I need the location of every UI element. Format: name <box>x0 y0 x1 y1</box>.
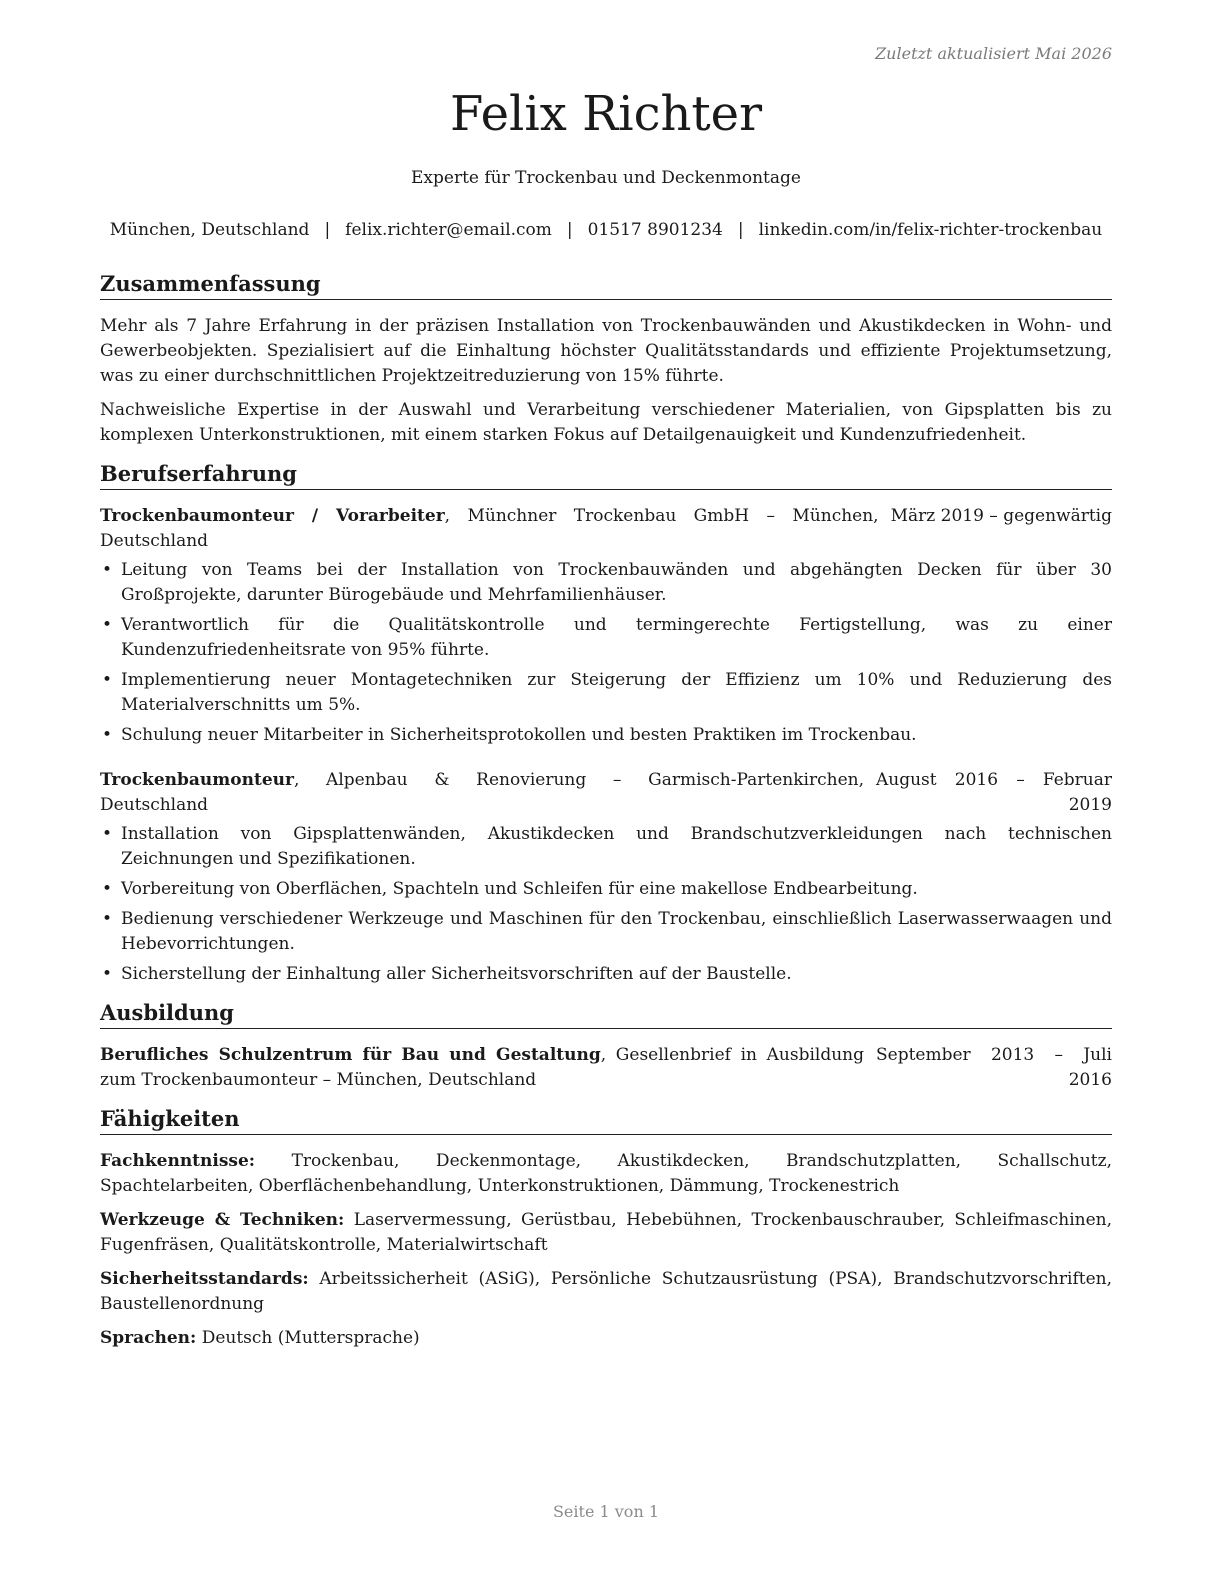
education-dates: September 2013 – Juli 2016 <box>876 1045 1112 1090</box>
summary-paragraph: Mehr als 7 Jahre Erfahrung in der präzisen Installation von Trockenbauwänden und Akustikdecken in Wohn- und Gewerbeobjekten. Spezialisiert auf die Einhaltung höchster Qualitätsstandards und effiziente Projektumsetzung, was zu einer durchschnittlichen Projektzeitreduzierung von 15% führte. <box>100 316 1112 386</box>
contact-location: München, Deutschland <box>109 220 310 240</box>
contact-line <box>100 220 1112 240</box>
job-bullets <box>100 822 1112 987</box>
job-employer: , Münchner Trockenbau GmbH – München, Deutschland <box>100 506 879 551</box>
contact-phone[interactable]: 01517 8901234 <box>587 220 723 240</box>
section-heading-experience: Berufserfahrung <box>100 460 1112 490</box>
job-employer: , Alpenbau & Renovierung – Garmisch-Partenkirchen, Deutschland <box>100 770 864 815</box>
job-title: Trockenbaumonteur <box>100 770 294 790</box>
skill-text: Laservermessung, Gerüstbau, Hebebühnen, Trockenbauschrauber, Schleifmaschinen, Fugenfräsen, Qualitätskontrolle, Materialwirtschaft <box>100 1210 1113 1255</box>
contact-separator: | <box>324 220 331 240</box>
candidate-tagline: Experte für Trockenbau und Deckenmontage <box>411 168 801 188</box>
contact-separator: | <box>737 220 744 240</box>
job-header <box>100 504 1112 554</box>
list-item: • Vorbereitung von Oberflächen, Spachteln und Schleifen für eine makellose Endbearbeitung. <box>100 877 1112 902</box>
education-entry <box>100 1043 1112 1093</box>
skill-label: Sicherheitsstandards: <box>100 1269 309 1289</box>
section-heading-summary: Zusammenfassung <box>100 270 1112 300</box>
skill-row <box>100 1267 1112 1317</box>
contact-separator: | <box>566 220 573 240</box>
list-item: • Bedienung verschiedener Werkzeuge und Maschinen für den Trockenbau, einschließlich Laserwasserwaagen und Hebevorrichtungen. <box>100 907 1112 957</box>
list-item: • Installation von Gipsplattenwänden, Akustikdecken und Brandschutzverkleidungen nach technischen Zeichnungen und Spezifikationen. <box>100 822 1112 872</box>
contact-email[interactable]: felix.richter@email.com <box>345 220 552 240</box>
job-dates: März 2019 – gegenwärtig <box>890 506 1112 526</box>
job-entry <box>100 504 1112 748</box>
skill-label: Sprachen: <box>100 1328 197 1348</box>
list-item: • Leitung von Teams bei der Installation von Trockenbauwänden und abgehängten Decken für über 30 Großprojekte, darunter Bürogebäude und Mehrfamilienhäuser. <box>100 558 1112 608</box>
contact-linkedin[interactable]: linkedin.com/in/felix-richter-trockenbau <box>758 220 1103 240</box>
list-item: • Sicherstellung der Einhaltung aller Sicherheitsvorschriften auf der Baustelle. <box>100 962 1112 987</box>
skills-section <box>100 1105 1112 1351</box>
summary-section <box>100 270 1112 448</box>
resume-page <box>100 0 1112 1584</box>
list-item: • Implementierung neuer Montagetechniken zur Steigerung der Effizienz um 10% und Reduzierung des Materialverschnitts um 5%. <box>100 668 1112 718</box>
skill-text: Deutsch (Muttersprache) <box>196 1328 420 1348</box>
job-header <box>100 768 1112 818</box>
resume-content <box>100 270 1112 1363</box>
page-number: Seite 1 von 1 <box>552 1502 660 1521</box>
list-item: • Schulung neuer Mitarbeiter in Sicherheitsprotokollen und besten Praktiken im Trockenbau. <box>100 723 1112 748</box>
skill-row <box>100 1149 1112 1199</box>
experience-section <box>100 460 1112 987</box>
education-section <box>100 999 1112 1093</box>
job-bullets <box>100 558 1112 748</box>
skill-label: Fachkenntnisse: <box>100 1151 256 1171</box>
skill-text: Arbeitssicherheit (ASiG), Persönliche Schutzausrüstung (PSA), Brandschutzvorschriften, Baustellenordnung <box>100 1269 1112 1314</box>
section-heading-skills: Fähigkeiten <box>100 1105 1112 1135</box>
job-entry <box>100 768 1112 987</box>
summary-paragraph: Nachweisliche Expertise in der Auswahl und Verarbeitung verschiedener Materialien, von Gipsplatten bis zu komplexen Unterkonstruktionen, mit einem starken Fokus auf Detailgenauigkeit und Kundenzufriedenheit. <box>100 400 1112 445</box>
education-detail: , Gesellenbrief in Ausbildung zum Trockenbaumonteur – München, Deutschland <box>100 1045 864 1090</box>
skill-row <box>100 1208 1112 1258</box>
job-title: Trockenbaumonteur / Vorarbeiter <box>100 506 445 526</box>
last-updated: Zuletzt aktualisiert Mai 2026 <box>875 44 1112 63</box>
section-heading-education: Ausbildung <box>100 999 1112 1029</box>
list-item: • Verantwortlich für die Qualitätskontrolle und termingerechte Fertigstellung, was zu einer Kundenzufriedenheitsrate von 95% führte. <box>100 613 1112 663</box>
skill-text: Trockenbau, Deckenmontage, Akustikdecken, Brandschutzplatten, Schallschutz, Spachtelarbeiten, Oberflächenbehandlung, Unterkonstruktionen, Dämmung, Trockenestrich <box>100 1151 1112 1196</box>
school-name: Berufliches Schulzentrum für Bau und Gestaltung <box>100 1045 601 1065</box>
skill-label: Werkzeuge & Techniken: <box>100 1210 345 1230</box>
candidate-name: Felix Richter <box>449 86 763 142</box>
skill-row <box>100 1326 1112 1351</box>
job-dates: August 2016 – Februar 2019 <box>876 770 1112 815</box>
